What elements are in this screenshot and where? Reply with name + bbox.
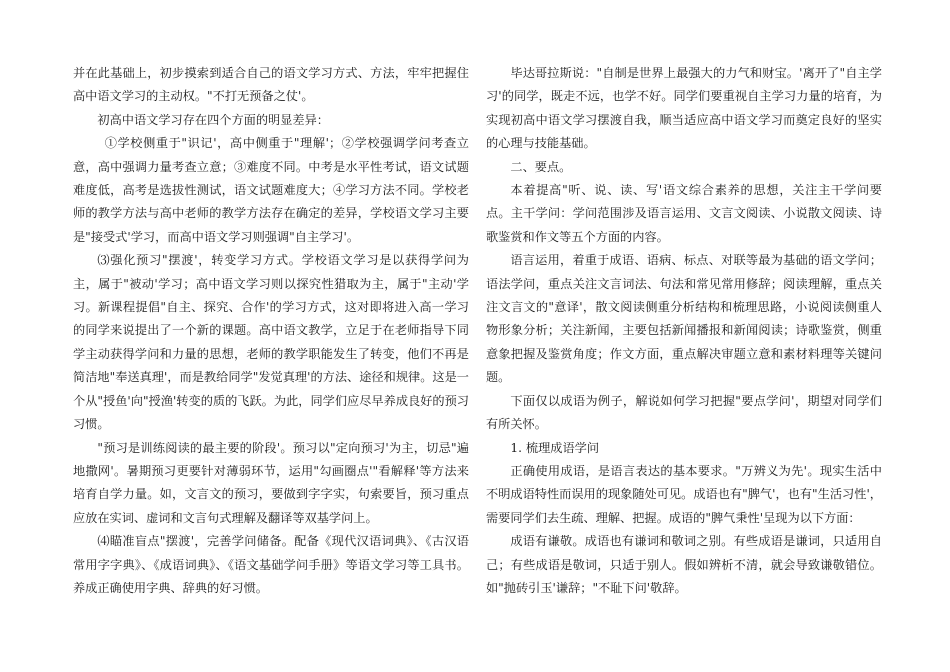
right-subheading: 1. 梳理成语学问 [510,440,600,455]
right-paragraph-5: 正确使用成语，是语言表达的基本要求。"万辨义为先'。现实生活中不明成语特性而误用的现象随处可见。成语也有"脾气'，也有"生活习性'，需要同学们去生疏、理解、把握。成语的"脾气秉性'呈现为以下方面： [486,463,882,525]
left-paragraph-1: 并在此基础上，初步摸索到适合自己的语文学习方式、方法，牢牢把握住高中语文学习的主动权。"不打无预备之仗'。 [73,66,469,104]
left-paragraph-4: ⑶强化预习"摆渡'，转变学习方式。学校语文学习是以获得学问为主，属于"被动'学习；高中语文学习则以探究性猎取为主，属于"主动'学习。新课程提倡"自主、探究、合作'的学习方式，这对即将进入高一学习的同学来说提出了一个新的课题。高中语文教学，立足于在老师指导下同学主动获得学问和力量的思想，老师的教学职能发生了转变，他们不再是简洁地"奉送真理'，而是教给同学"发觉真理'的方法、途径和规律。这是一个从"授鱼'向"授渔'转变的质的飞跃。为此，同学们应尽早养成良好的预习习惯。 [73,253,469,432]
left-paragraph-6: ⑷瞄准盲点"摆渡'，完善学问储备。配备《现代汉语词典》、《古汉语常用字字典》、《成语词典》、《语文基础学问手册》等语文学习等工具书。养成正确使用字典、辞典的好习惯。 [73,534,469,595]
right-paragraph-2: 本着提高"听、说、读、写'语文综合素养的思想，关注主干学问要点。主干学问：学问范围涉及语言运用、文言文阅读、小说散文阅读、诗歌鉴赏和作文等五个方面的内容。 [486,183,882,244]
left-paragraph-2: 初高中语文学习存在四个方面的明显差异： [97,112,329,127]
right-section-heading: 二、要点。 [510,159,572,174]
right-paragraph-3: 语言运用，着重于成语、语病、标点、对联等最为基础的语文学问；语法学问，重点关注文言词法、句法和常见常用修辞；阅读理解，重点关注文言文的"意译'，散文阅读侧重分析结构和梳理思路，小说阅读侧重人物形象分析；关注新闻，主要包括新闻播报和新闻阅读；诗歌鉴赏，侧重意象把握及鉴赏角度；作文方面，重点解决审题立意和素材料理等关键问题。 [486,253,882,385]
left-column [73,62,469,600]
left-paragraph-5: "预习是训练阅读的最主要的阶段'。预习以"定向预习'为主，切忌"遍地撒网'。暑期预习更要针对薄弱环节，运用"勾画圈点'"看解释'等方法来培育自学力量。如，文言文的预习，要做到字字实，句索要旨，预习重点应放在实词、虚词和文言句式理解及翻译等双基学问上。 [73,440,469,525]
right-paragraph-6: 成语有谦敬。成语也有谦词和敬词之别。有些成语是谦词，只适用自己；有些成语是敬词，只适于别人。假如辨析不清，就会导致谦敬错位。如"抛砖引玉'谦辞；"不耻下问'敬辞。 [486,534,882,595]
right-paragraph-4: 下面仅以成语为例子，解说如何学习把握"要点学问'，期望对同学们有所关怀。 [486,393,882,432]
right-column [486,62,882,600]
left-paragraph-3: ①学校侧重于"识记'，高中侧重于"理解'；②学校强调学问考查立意，高中强调力量考查立意；③难度不同。中考是水平性考试，语文试题难度低，高考是选拔性测试，语文试题难度大；④学习方法不同。学校老师的教学方法与高中老师的教学方法存在确定的差异，学校语文学习主要是"接受式'学习，而高中语文学习则强调"自主学习'。 [73,136,469,244]
right-paragraph-1: 毕达哥拉斯说："自制是世界上最强大的力气和财宝。'离开了"自主学习'的同学，既走不远，也学不好。同学们要重视自主学习力量的培育，为实现初高中语文学习摆渡自我，顺当适应高中语文学习而奠定良好的坚实的心理与技能基础。 [486,66,882,151]
